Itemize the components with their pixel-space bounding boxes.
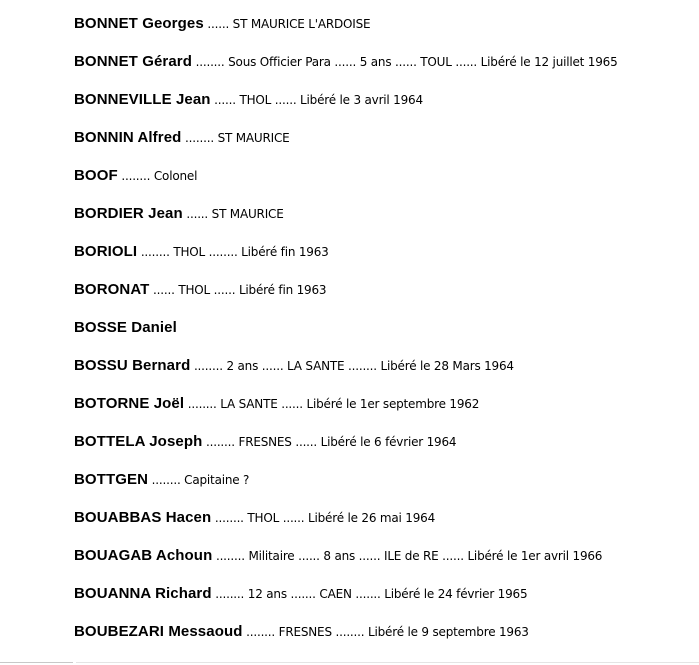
page-divider [76,662,699,663]
list-item [74,279,694,317]
list-item [74,545,694,583]
list-item [74,89,694,127]
entry-name: BOUABBAS Hacen [74,509,212,526]
entry-name: BOTTGEN [74,471,149,488]
entry-detail: ........ Capitaine ? [148,473,250,487]
list-item [74,431,694,469]
list-item [74,469,694,507]
entry-name: BONNEVILLE Jean [74,91,211,108]
entry-detail: ........ Colonel [117,169,198,183]
entry-detail: ........ LA SANTE ...... Libéré le 1er septembre 1962 [184,397,480,411]
list-item [74,165,694,203]
entry-name: BOTTELA Joseph [74,433,203,450]
entry-detail: ........ ST MAURICE [181,131,290,145]
entry-name: BOSSU Bernard [74,357,191,374]
entry-name: BOUANNA Richard [74,585,212,602]
list-item [74,507,694,545]
entry-detail: ........ 12 ans ....... CAEN ....... Libéré le 24 février 1965 [211,587,528,601]
entry-name: BOOF [74,167,118,184]
list-item [74,393,694,431]
list-item [74,355,694,393]
entry-detail: ........ FRESNES ...... Libéré le 6 février 1964 [202,435,457,449]
list-item [74,241,694,279]
entry-detail: ...... THOL ...... Libéré le 3 avril 1964 [210,93,423,107]
entry-detail: ...... THOL ...... Libéré fin 1963 [149,283,327,297]
entry-detail: ........ THOL ........ Libéré fin 1963 [137,245,329,259]
document-body [74,13,694,659]
entry-detail: ........ 2 ans ...... LA SANTE ........ Libéré le 28 Mars 1964 [190,359,514,373]
entry-detail: ........ FRESNES ........ Libéré le 9 septembre 1963 [242,625,529,639]
entry-name: BORDIER Jean [74,205,183,222]
page-divider [0,662,73,663]
entry-name: BOSSE Daniel [74,319,177,336]
entry-name: BOTORNE Joël [74,395,185,412]
list-item [74,317,694,355]
entry-name: BONNIN Alfred [74,129,182,146]
entry-name: BONNET Georges [74,15,204,32]
list-item [74,127,694,165]
entry-detail: ........ Militaire ...... 8 ans ...... ILE de RE ...... Libéré le 1er avril 1966 [212,549,603,563]
entry-name: BORIOLI [74,243,138,260]
list-item [74,13,694,51]
entry-detail: ........ THOL ...... Libéré le 26 mai 1964 [211,511,436,525]
entry-detail: ........ Sous Officier Para ...... 5 ans ...... TOUL ...... Libéré le 12 juillet 1965 [192,55,618,69]
entry-name: BONNET Gérard [74,53,192,70]
entry-name: BOUBEZARI Messaoud [74,623,243,640]
list-item [74,583,694,621]
entry-detail: ...... ST MAURICE L'ARDOISE [203,17,371,31]
entry-name: BOUAGAB Achoun [74,547,213,564]
entry-name: BORONAT [74,281,150,298]
list-item [74,203,694,241]
list-item [74,51,694,89]
list-item [74,621,694,659]
entry-detail: ...... ST MAURICE [182,207,284,221]
